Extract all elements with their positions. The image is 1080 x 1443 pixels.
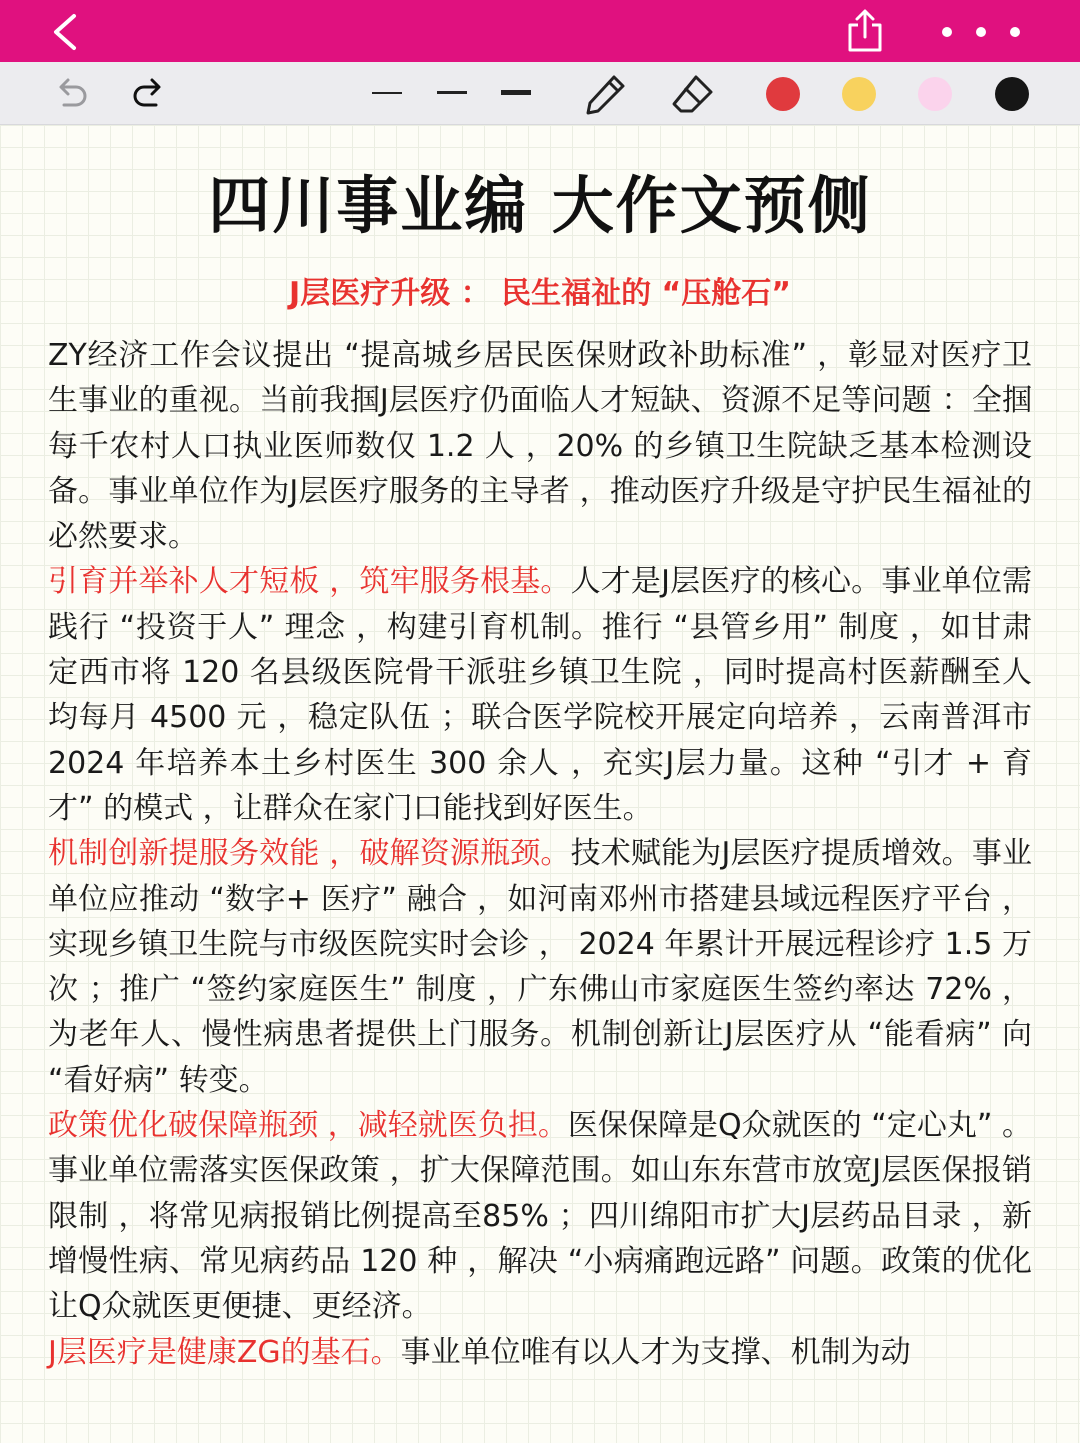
color-red-swatch[interactable] [766, 77, 800, 111]
note-subtitle: J层医疗升级 ： 民生福祉的 “压舱石” [289, 276, 791, 311]
paragraph-mechanism-highlight: 机制创新提服务效能 ，破解资源瓶颈。 [48, 836, 571, 872]
drawing-toolbar [0, 62, 1080, 125]
paragraph-conclusion [48, 1330, 1032, 1375]
color-pink-swatch[interactable] [918, 77, 952, 111]
back-arrow-icon[interactable] [46, 12, 86, 52]
paragraph-conclusion-text: 事业单位唯有以人才为支撑、机制为动 [400, 1334, 911, 1370]
color-yellow-swatch[interactable] [842, 77, 876, 111]
paragraph-talent-highlight: 引育并举补人才短板 ，筑牢服务根基。 [48, 564, 571, 600]
paragraph-mechanism-text: 技术赋能为J层医疗提质增效。事业单位应推动 “数字+ 医疗” 融合 ，如河南邓州市搭建县域远程医疗平台 ，实现乡镇卫生院与市级医院实时会诊 ， 2024 年累计开展远程诊疗 1.5 万次 ；推广 “签约家庭医生” 制度 ，广东佛山市家庭医生签约率达 72% ，为老年人、慢性病患者提供上门服务。机制创新让J层医疗从 “能看病” 向 “看好病” 转变。 [48, 836, 1032, 1098]
color-black-swatch[interactable] [995, 77, 1029, 111]
paragraph-talent-text: 人才是J层医疗的核心。事业单位需践行 “投资于人” 理念 ，构建引育机制。推行 “县管乡用” 制度 ，如甘肃定西市将 120 名县级医院骨干派驻乡镇卫生院 ，同时提高村医薪酬至人均每月 4500 元 ，稳定队伍 ；联合医学院校开展定向培养 ，云南普洱市 2024 年培养本土乡村医生 300 余人 ，充实J层力量。这种 “引才 + 育才” 的模式 ，让群众在家门口能找到好医生。 [48, 564, 1032, 826]
redo-icon[interactable] [130, 75, 170, 111]
paragraph-talent [48, 559, 1032, 831]
paragraph-mechanism [48, 831, 1032, 1103]
share-icon[interactable] [842, 8, 888, 54]
app-header [0, 0, 1080, 62]
paragraph-policy-text: 医保保障是Q众就医的 “定心丸” 。事业单位需落实医保政策 ，扩大保障范围。如山东东营市放宽J层医保报销限制 ，将常见病报销比例提高至85% ；四川绵阳市扩大J层药品目录 ，新增慢性病、常见病药品 120 种 ，解决 “小病痛跑远路” 问题。政策的优化让Q众就医更便捷、更经济。 [48, 1108, 1032, 1325]
undo-icon[interactable] [50, 75, 90, 111]
stroke-thick-button[interactable] [501, 90, 531, 95]
eraser-icon[interactable] [670, 72, 716, 116]
more-options-icon[interactable] [934, 14, 1030, 50]
note-title: 四川事业编 大作文预侧 [208, 169, 872, 242]
note-body [48, 333, 1032, 1375]
paragraph-policy-highlight: 政策优化破保障瓶颈 ，减轻就医负担。 [48, 1108, 568, 1144]
stroke-medium-button[interactable] [437, 91, 467, 94]
pen-icon[interactable] [584, 72, 628, 116]
paragraph-policy [48, 1103, 1032, 1329]
paragraph-conclusion-highlight: J层医疗是健康ZG的基石。 [48, 1334, 401, 1370]
stroke-thin-button[interactable] [372, 92, 402, 94]
intro-paragraph: ZY经济工作会议提出 “提高城乡居民医保财政补助标准” ，彰显对医疗卫生事业的重视。当前我掴J层医疗仍面临人才短缺、资源不足等问题 ：全掴每千农村人口执业医师数仅 1.2 人 ，20% 的乡镇卫生院缺乏基本检测设备。事业单位作为J层医疗服务的主导者 ，推动医疗升级是守护民生福祉的必然要求。 [48, 338, 1032, 555]
